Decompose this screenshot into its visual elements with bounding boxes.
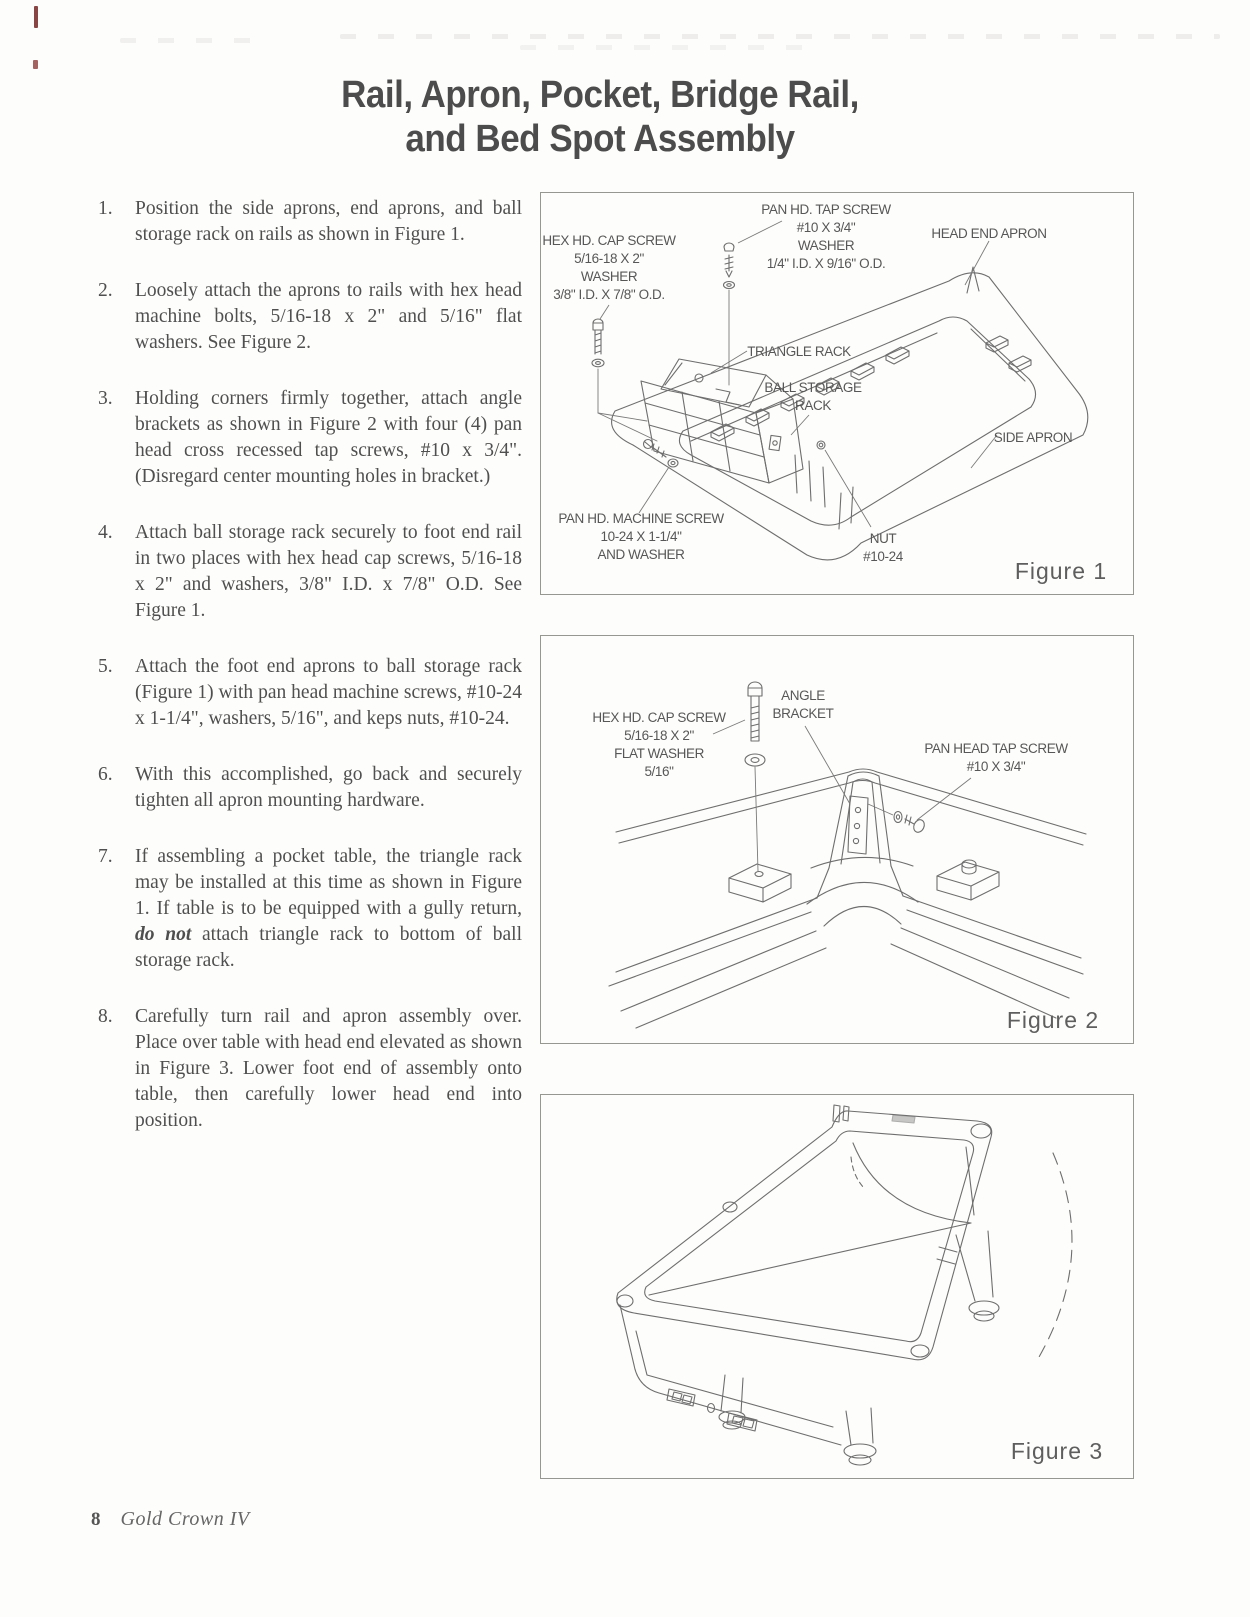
instruction-item-6 [98, 762, 522, 814]
pan-head-tap-screw-label: PAN HEAD TAP SCREW [924, 741, 1068, 756]
hex-cap-screw-label: HEX HD. CAP SCREW [592, 710, 726, 725]
ball-storage-rack-label: BALL STORAGE [764, 380, 862, 395]
figure-3-caption: Figure 3 [1010, 1438, 1104, 1464]
pan-machine-screw-label: PAN HD. MACHINE SCREW [558, 511, 724, 526]
corner-bracket-assembly-drawing [609, 769, 1086, 1028]
hex-cap-screw-washer: WASHER [580, 269, 638, 284]
figure-2-diagram [541, 636, 1133, 1043]
angle-bracket-label2: BRACKET [772, 706, 834, 721]
hex-cap-screw-washer-size: 3/8" I.D. X 7/8" O.D. [553, 287, 665, 302]
flat-washer-label: FLAT WASHER [614, 746, 704, 761]
figure-1-diagram [541, 193, 1133, 594]
figure1-labels [542, 202, 1107, 584]
book-title: Gold Crown IV [120, 1508, 250, 1530]
item-text: Attach the foot end aprons to ball storage rack (Figure 1) with pan head machine screws, #10-24 x 1-1/4", washers, 5/16", and keps nuts, #10-24. [135, 656, 522, 729]
item-text [135, 844, 522, 974]
instruction-item-1 [98, 196, 522, 248]
scan-noise-row [520, 45, 820, 50]
item-number: 2. [98, 280, 113, 301]
triangle-rack-label: TRIANGLE RACK [747, 344, 851, 359]
item-text-pre: If assembling a pocket table, the triangle rack may be installed at this time as shown in Figure 1. If table is to be equipped with a gully return, [135, 846, 522, 919]
pan-tap-screw-label: PAN HD. TAP SCREW [761, 202, 891, 217]
item-number: 8. [98, 1006, 113, 1027]
instruction-item-7 [98, 844, 522, 974]
figure3-labels [1011, 1438, 1103, 1464]
hex-cap-screw-size: 5/16-18 X 2" [624, 728, 694, 743]
instruction-list [98, 196, 522, 1164]
scan-speck [33, 60, 38, 69]
item-number: 4. [98, 522, 113, 543]
scan-noise-row [340, 34, 1220, 39]
instruction-item-2 [98, 278, 522, 356]
item-number: 1. [98, 198, 113, 219]
item-text: Attach ball storage rack securely to foot end rail in two places with hex head cap screws, 5/16-18 x 2" and washers, 3/8" I.D. x 7/8" O.D. See Figure 1. [135, 522, 522, 621]
page-title-line1: Rail, Apron, Pocket, Bridge Rail, [341, 74, 859, 117]
instruction-item-8 [98, 1004, 522, 1134]
ball-storage-rack-label2: RACK [795, 398, 831, 413]
scan-noise-row [120, 38, 270, 43]
pan-machine-screw-washer: AND WASHER [597, 547, 685, 562]
side-apron-label: SIDE APRON [993, 430, 1073, 445]
instruction-item-5 [98, 654, 522, 732]
scan-speck [34, 6, 38, 28]
nut-label: NUT [869, 531, 897, 546]
page-footer [91, 1508, 250, 1531]
item-text: Carefully turn rail and apron assembly over. Place over table with head end elevated as shown in Figure 3. Lower foot end of assembly onto table, then carefully lower head end into position. [135, 1006, 522, 1131]
hex-cap-screw-label: HEX HD. CAP SCREW [542, 233, 676, 248]
item-number: 6. [98, 764, 113, 785]
item-text: Loosely attach the aprons to rails with hex head machine bolts, 5/16-18 x 2" and 5/16" flat washers. See Figure 2. [135, 280, 522, 353]
item-text: Position the side aprons, end aprons, and ball storage rack on rails as shown in Figure 1. [135, 198, 522, 245]
pan-tap-screw-washer-size: 1/4" I.D. X 9/16" O.D. [766, 256, 886, 271]
pan-head-tap-screw-size: #10 X 3/4" [966, 759, 1026, 774]
angle-bracket-label: ANGLE [781, 688, 825, 703]
item-number: 5. [98, 656, 113, 677]
hex-cap-screw-size: 5/16-18 X 2" [574, 251, 644, 266]
pool-table-drawing [617, 1105, 1072, 1465]
page-number: 8 [91, 1509, 101, 1530]
item-text-post: attach triangle rack to bottom of ball storage rack. [135, 924, 522, 971]
instruction-item-4 [98, 520, 522, 624]
item-text-emphasis: do not [135, 924, 192, 945]
pan-tap-screw-size: #10 X 3/4" [796, 220, 856, 235]
page-title [48, 73, 1152, 161]
figure-1-caption: Figure 1 [1014, 558, 1108, 584]
figure-1-panel [540, 192, 1134, 595]
pan-machine-screw-size: 10-24 X 1-1/4" [600, 529, 682, 544]
figure-2-panel [540, 635, 1134, 1044]
figure-2-caption: Figure 2 [1006, 1007, 1100, 1033]
flat-washer-size: 5/16" [644, 764, 674, 779]
item-number: 7. [98, 846, 113, 867]
item-text: Holding corners firmly together, attach angle brackets as shown in Figure 2 with four (4) pan head cross recessed tap screws, #10 x 3/4". (Disregard center mounting holes in bracket.) [135, 388, 522, 487]
nut-size: #10-24 [863, 549, 903, 564]
figure2-labels [592, 688, 1099, 1033]
item-text: With this accomplished, go back and securely tighten all apron mounting hardware. [135, 764, 522, 811]
pan-tap-screw-washer: WASHER [797, 238, 855, 253]
page-title-line2: and Bed Spot Assembly [405, 118, 795, 161]
head-end-apron-label: HEAD END APRON [931, 226, 1047, 241]
instruction-item-3 [98, 386, 522, 490]
figure-3-panel [540, 1094, 1134, 1479]
item-number: 3. [98, 388, 113, 409]
figure-3-diagram [541, 1095, 1133, 1478]
